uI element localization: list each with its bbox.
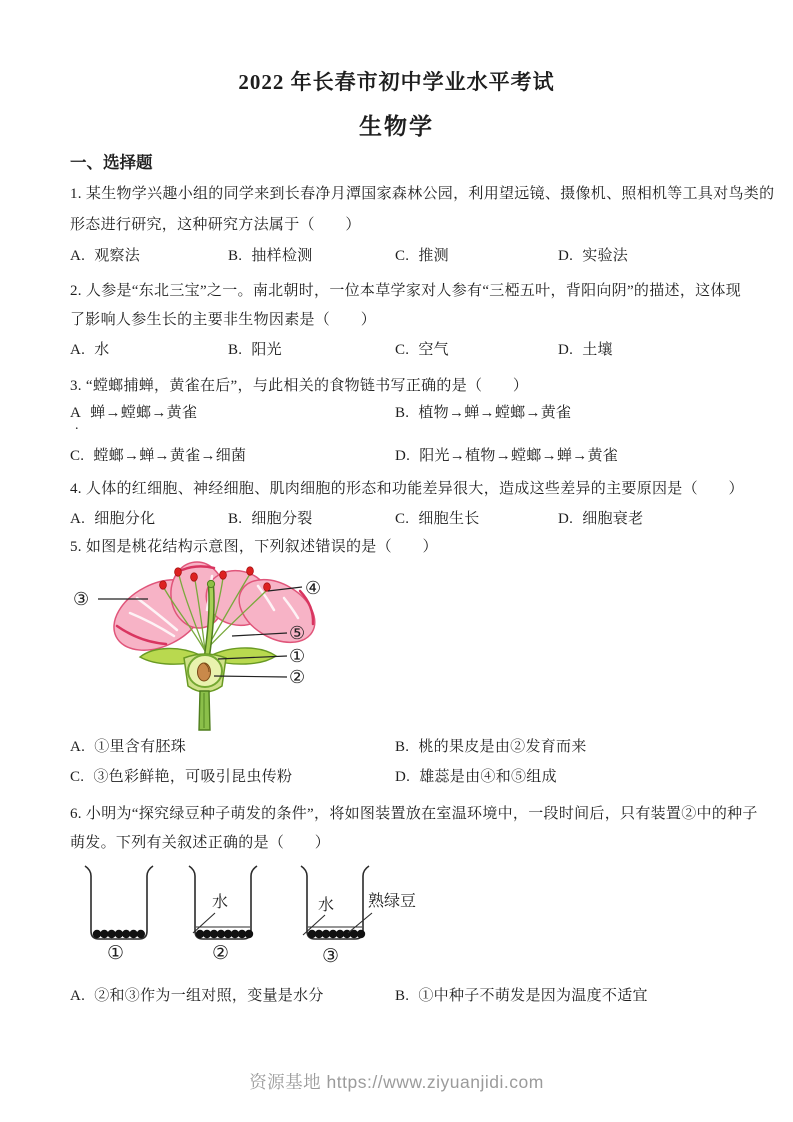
beaker-1	[85, 866, 153, 939]
question-3-option-c: C. 螳螂→蝉→黄雀→细菌	[70, 448, 247, 464]
question-5-option-c: C. ③色彩鲜艳，可吸引昆虫传粉	[70, 769, 293, 785]
question-1-option-a: A. 观察法	[70, 248, 141, 264]
question-1-option-c: C. 推测	[395, 248, 449, 264]
beaker-2-water-label: 水	[212, 894, 229, 911]
beaker-3-seed-label: 熟绿豆	[368, 893, 417, 910]
flower-label-1: ①	[289, 646, 306, 666]
question-5-option-d: D. 雄蕊是由④和⑤组成	[395, 769, 557, 785]
question-6-stem-line-1: 6. 小明为“探究绿豆种子萌发的条件”，将如图装置放在室温环境中，一段时间后，只有装置②中的种子	[70, 806, 758, 822]
flower-label-2: ②	[289, 667, 306, 687]
question-4-option-b: B. 细胞分裂	[228, 511, 313, 527]
question-5-stem: 5. 如图是桃花结构示意图，下列叙述错误的是（ ）	[70, 539, 438, 555]
beaker-3-number: ③	[322, 946, 340, 967]
flower-label-5: ⑤	[289, 623, 306, 643]
question-5-option-b: B. 桃的果皮是由②发育而来	[395, 739, 587, 755]
stray-period-mark: .	[75, 418, 79, 433]
question-2-option-a: A. 水	[70, 342, 110, 358]
question-1-stem-line-1: 1. 某生物学兴趣小组的同学来到长春净月潭国家森林公园，利用望远镜、摄像机、照相机等工具对鸟类的	[70, 186, 775, 202]
question-6-options	[0, 984, 793, 1006]
flower-stem	[199, 691, 210, 730]
page-subtitle: 生物学	[359, 114, 434, 139]
soaked-seeds	[196, 930, 253, 938]
question-2-option-c: C. 空气	[395, 342, 449, 358]
cooked-seeds	[308, 930, 365, 938]
question-2-option-b: B. 阳光	[228, 342, 282, 358]
seed-experiment-diagram	[78, 862, 443, 977]
question-2-stem-line-1: 2. 人参是“东北三宝”之一。南北朝时，一位本草学家对人参有“三椏五叶，背阳向阴”的描述，这体现	[70, 283, 742, 299]
question-6-option-a: A. ②和③作为一组对照，变量是水分	[70, 988, 324, 1004]
question-3-options-row-2	[0, 444, 793, 466]
water-leader-line	[193, 913, 215, 933]
question-4-options	[0, 507, 793, 529]
page-title: 2022 年长春市初中学业水平考试	[238, 70, 555, 94]
dry-seeds	[93, 930, 145, 938]
watermark-footer: 资源基地 https://www.ziyuanjidi.com	[249, 1072, 544, 1092]
question-2-options	[0, 338, 793, 360]
ovary-and-ovule	[184, 654, 226, 692]
flower-label-3: ③	[73, 589, 90, 609]
section-heading: 一、选择题	[70, 153, 153, 172]
flower-label-4: ④	[305, 578, 322, 598]
question-6-option-b: B. ①中种子不萌发是因为温度不适宜	[395, 988, 648, 1004]
question-4-option-d: D. 细胞衰老	[558, 511, 644, 527]
question-1-option-b: B. 抽样检测	[228, 248, 313, 264]
question-4-option-a: A. 细胞分化	[70, 511, 156, 527]
question-3-options-row-1	[0, 401, 793, 423]
question-3-option-d: D. 阳光→植物→螳螂→蝉→黄雀	[395, 448, 619, 464]
beaker-2-number: ②	[212, 943, 230, 964]
question-5-options-row-2	[0, 765, 793, 787]
question-2-stem-line-2: 了影响人参生长的主要非生物因素是（ ）	[70, 312, 377, 328]
question-3-option-a: A 蝉→螳螂→黄雀	[70, 405, 198, 421]
question-4-stem: 4. 人体的红细胞、神经细胞、肌肉细胞的形态和功能差异很大，造成这些差异的主要原因是（ ）	[70, 481, 744, 497]
question-5-options-row-1	[0, 735, 793, 757]
question-6-stem-line-2: 萌发。下列有关叙述正确的是（ ）	[70, 835, 331, 851]
question-1-options	[0, 244, 793, 266]
question-2-option-d: D. 土壤	[558, 342, 613, 358]
question-3-stem: 3. “螳螂捕蝉，黄雀在后”，与此相关的食物链书写正确的是（ ）	[70, 378, 529, 394]
question-5-option-a: A. ①里含有胚珠	[70, 739, 186, 755]
question-1-option-d: D. 实验法	[558, 248, 629, 264]
beaker-1-number: ①	[107, 943, 125, 964]
beaker-3-water-label: 水	[318, 897, 335, 914]
question-4-option-c: C. 细胞生长	[395, 511, 480, 527]
beaker-3	[301, 866, 372, 939]
question-1-stem-line-2: 形态进行研究，这种研究方法属于（ ）	[70, 217, 361, 233]
question-3-option-b: B. 植物→蝉→螳螂→黄雀	[395, 405, 572, 421]
